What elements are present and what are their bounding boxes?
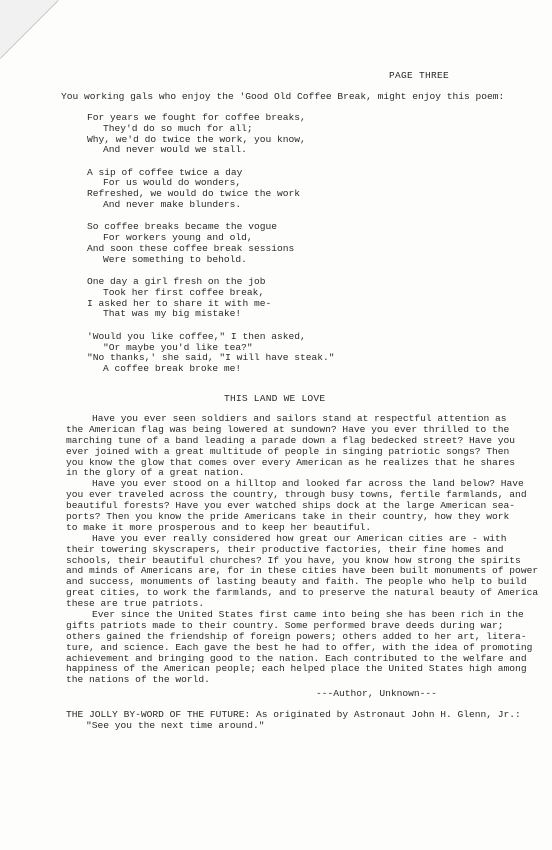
essay-line: ever joined with a great multitude of people in singing patriotic songs? Then xyxy=(66,445,510,457)
essay-line: others gained the friendship of foreign powers; others added to her art, litera- xyxy=(66,630,527,642)
poem-line: One day a girl fresh on the job xyxy=(87,276,266,288)
poem-line: Were something to behold. xyxy=(103,253,247,265)
essay-line: happiness of the American people; each helped place the United States high among xyxy=(66,663,527,675)
essay-line: you know the glow that comes over every American as he realizes that he shares xyxy=(66,456,516,468)
essay-line: and success, monuments of lasting beauty and faith. The people who help to build xyxy=(66,576,527,588)
coffee-break-poem xyxy=(87,113,417,386)
poem-line: "Or maybe you'd like tea?" xyxy=(103,341,253,353)
essay-line: ports? Then you know the pride Americans take in their country, how they work xyxy=(66,511,510,523)
section-title: THIS LAND WE LOVE xyxy=(224,393,326,404)
author-credit: ---Author, Unknown--- xyxy=(316,688,437,699)
essay-line: Ever since the United States first came into being she has been rich in the xyxy=(92,609,524,621)
poem-line: That was my big mistake! xyxy=(103,308,242,320)
poem-line: For years we fought for coffee breaks, xyxy=(87,112,306,123)
essay-line: the nations of the world. xyxy=(66,674,210,686)
poem-line: 'Would you like coffee," I then asked, xyxy=(87,330,306,342)
poem-line: A coffee break broke me! xyxy=(103,363,242,375)
essay-line: gifts patriots made to their country. Some performed brave deeds during war; xyxy=(66,619,504,631)
poem-line: Why, we'd do twice the work, you know, xyxy=(87,133,306,145)
poem-line: They'd do so much for all; xyxy=(103,122,253,134)
intro-line: You working gals who enjoy the 'Good Old Coffee Break, might enjoy this poem: xyxy=(61,91,505,102)
poem-line: For us would do wonders, xyxy=(103,177,242,189)
essay-line: these are true patriots. xyxy=(66,598,205,610)
essay-line: schools, their beautiful churches? If you have, you know how strong the spirits xyxy=(66,554,521,566)
essay-body xyxy=(66,413,539,686)
poem-line: A sip of coffee twice a day xyxy=(87,166,243,178)
poem-line: And never make blunders. xyxy=(103,199,242,211)
poem-line: "No thanks,' she said, "I will have steak." xyxy=(87,352,335,364)
essay-line: great cities, to work the farmlands, and to preserve the natural beauty of America xyxy=(66,587,539,599)
byword-quote: "See you the next time around." xyxy=(86,720,265,731)
poem-line: Refreshed, we would do twice the work xyxy=(87,188,301,200)
poem-stanza-3 xyxy=(87,222,417,265)
essay-line: ture, and science. Each gave the best he had to offer, with the idea of promoting xyxy=(66,641,533,653)
poem-line: I asked her to share it with me- xyxy=(87,297,272,309)
essay-line: you ever traveled across the country, through busy towns, fertile farmlands, and xyxy=(66,489,527,501)
essay-line: Have you ever seen soldiers and sailors stand at respectful attention as xyxy=(92,413,507,424)
essay-line: Have you ever really considered how great our American cities are - with xyxy=(92,532,507,544)
byword-heading: THE JOLLY BY-WORD OF THE FUTURE: As originated by Astronaut John H. Glenn, Jr.: xyxy=(66,709,521,720)
jolly-byword xyxy=(66,709,521,731)
essay-line: their towering skyscrapers, their productive factories, their fine homes and xyxy=(66,543,504,555)
essay-line: the American flag was being lowered at sundown? Have you ever thrilled to the xyxy=(66,423,510,435)
poem-stanza-2 xyxy=(87,168,417,211)
essay-line: beautiful forests? Have you ever watched ships dock at the large American sea- xyxy=(66,500,516,512)
essay-line: to make it more prosperous and to keep her beautiful. xyxy=(66,521,372,533)
poem-stanza-4 xyxy=(87,277,417,320)
essay-line: in the glory of a great nation. xyxy=(66,467,245,479)
poem-line: And never would we stall. xyxy=(103,144,247,156)
essay-line: marching tune of a band leading a parade down a flag bedecked street? Have you xyxy=(66,434,516,446)
essay-line: Have you ever stood on a hilltop and looked far across the land below? Have xyxy=(92,478,524,490)
poem-line: Took her first coffee break, xyxy=(103,286,265,298)
poem-line: And soon these coffee break sessions xyxy=(87,242,295,254)
essay-line: and minds of Americans are, for in these cities have been built monuments of power xyxy=(66,565,539,577)
poem-stanza-1 xyxy=(87,113,417,156)
poem-line: So coffee breaks became the vogue xyxy=(87,221,277,233)
poem-stanza-5 xyxy=(87,332,417,375)
poem-line: For workers young and old, xyxy=(103,232,253,244)
essay-line: achievement and bringing good to the nation. Each contributed to the welfare and xyxy=(66,652,527,664)
page-number-header: PAGE THREE xyxy=(389,70,450,81)
